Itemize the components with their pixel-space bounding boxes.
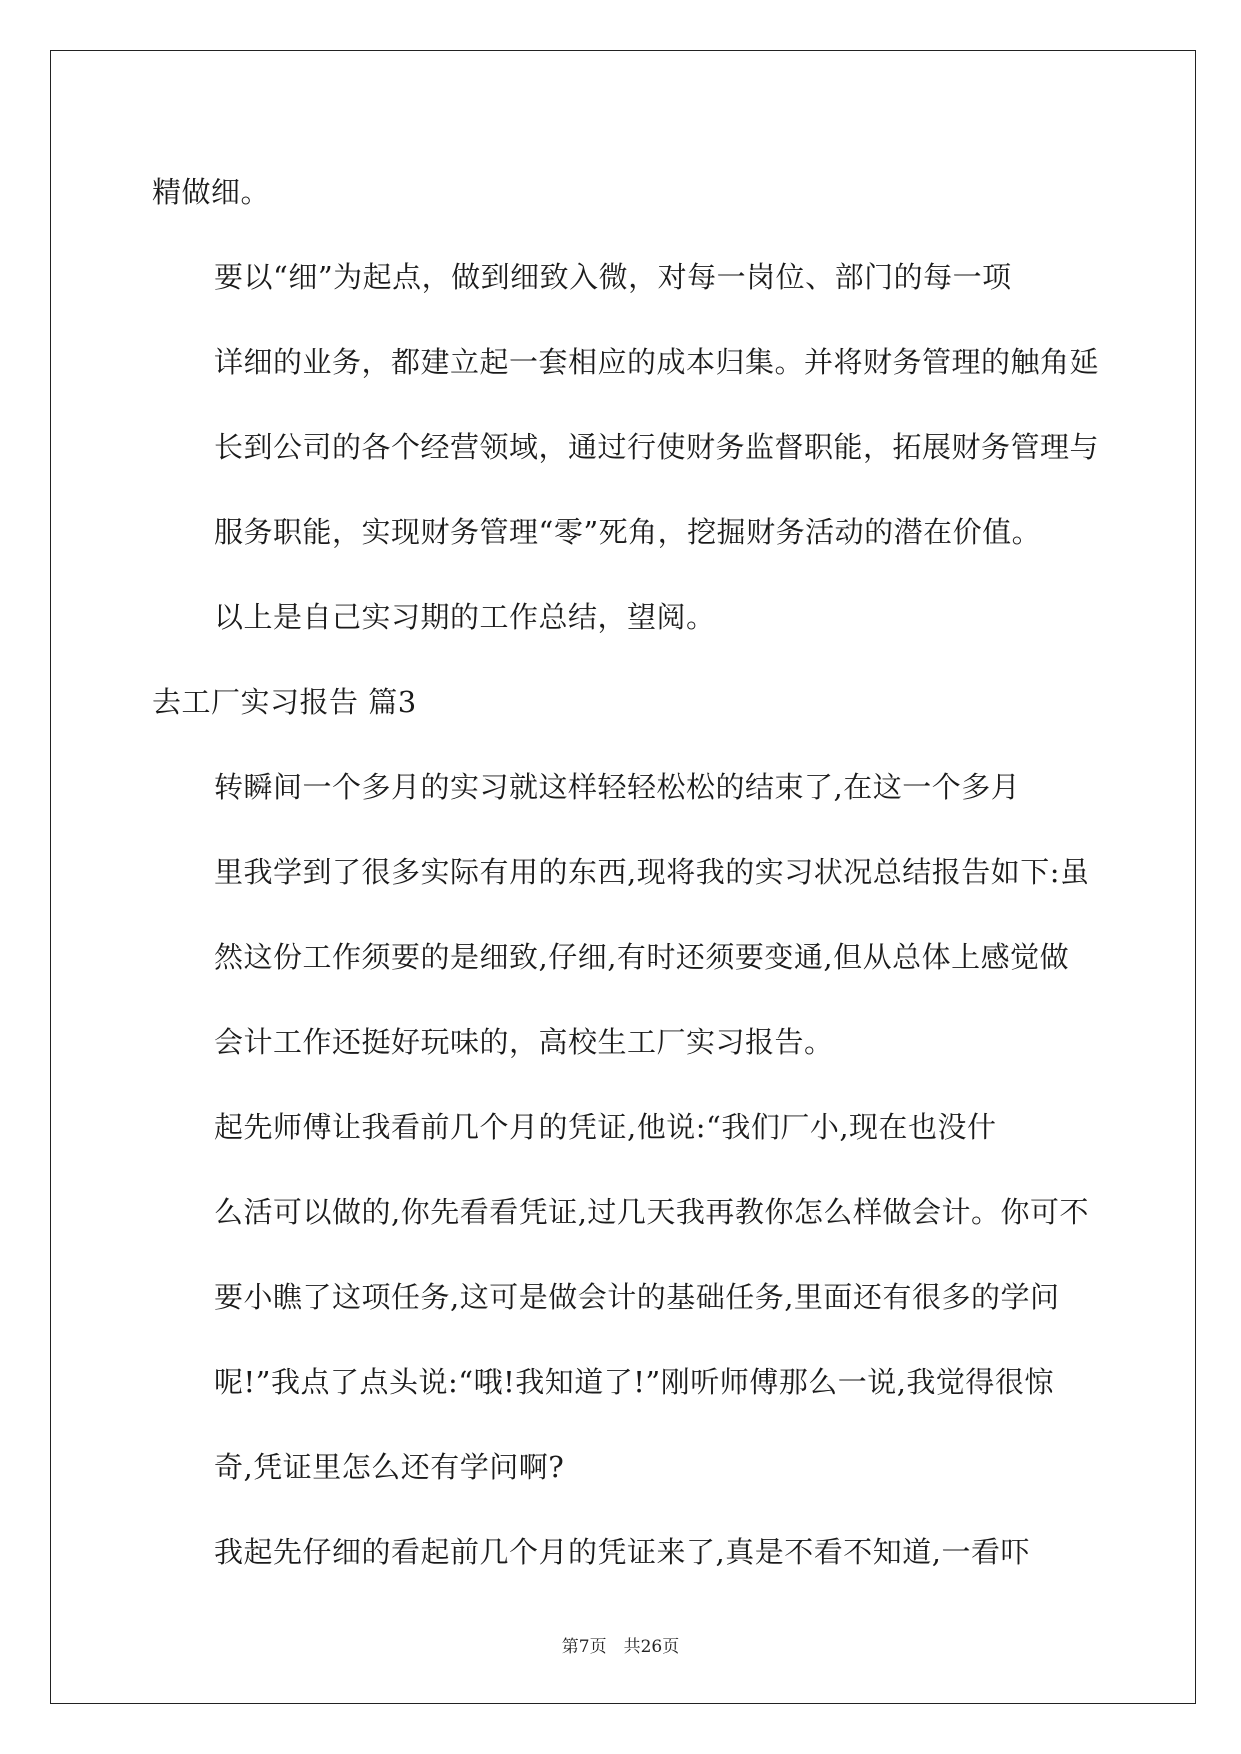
text-line: 要以“细”为起点，做到细致入微，对每一岗位、部门的每一项 [214, 260, 1012, 294]
text-line: 呢!”我点了点头说:“哦!我知道了!”刚听师傅那么一说,我觉得很惊 [214, 1365, 1054, 1399]
text-line: 会计工作还挺好玩味的，高校生工厂实习报告。 [214, 1025, 834, 1059]
paragraph [152, 1510, 1092, 1595]
paragraph [152, 235, 1100, 575]
paragraph-group-section [152, 745, 1092, 1595]
text-line: 奇,凭证里怎么还有学问啊? [214, 1450, 565, 1484]
text-line: 么活可以做的,你先看看凭证,过几天我再教你怎么样做会计。你可不 [214, 1195, 1089, 1229]
text-line: 起先师傅让我看前几个月的凭证,他说:“我们厂小,现在也没什 [214, 1110, 997, 1144]
text-line: 要小瞧了这项任务,这可是做会计的基础任务,里面还有很多的学问 [214, 1280, 1060, 1314]
paragraph [152, 150, 1092, 235]
paragraph-group-top [152, 150, 1100, 660]
paragraph [152, 745, 1092, 1085]
text-line: 详细的业务，都建立起一套相应的成本归集。并将财务管理的触角延 [214, 345, 1100, 379]
section-heading: 去工厂实习报告 篇3 [152, 685, 417, 719]
paragraph [152, 575, 1092, 660]
text-line: 服务职能，实现财务管理“零”死角，挖掘财务活动的潜在价值。 [214, 515, 1042, 549]
text-line: 里我学到了很多实际有用的东西,现将我的实习状况总结报告如下:虽 [214, 855, 1090, 889]
paragraph [152, 1085, 1092, 1510]
text-line: 转瞬间一个多月的实习就这样轻轻松松的结束了,在这一个多月 [214, 770, 1021, 804]
text-line: 然这份工作须要的是细致,仔细,有时还须要变通,但从总体上感觉做 [214, 940, 1070, 974]
text-line: 精做细。 [152, 175, 271, 209]
text-line: 以上是自己实习期的工作总结，望阅。 [214, 600, 716, 634]
page-footer: 第7页 共26页 [561, 1637, 680, 1657]
text-line: 长到公司的各个经营领域，通过行使财务监督职能，拓展财务管理与 [214, 430, 1100, 464]
document-body [152, 150, 1100, 1595]
text-line: 我起先仔细的看起前几个月的凭证来了,真是不看不知道,一看吓 [214, 1535, 1030, 1569]
